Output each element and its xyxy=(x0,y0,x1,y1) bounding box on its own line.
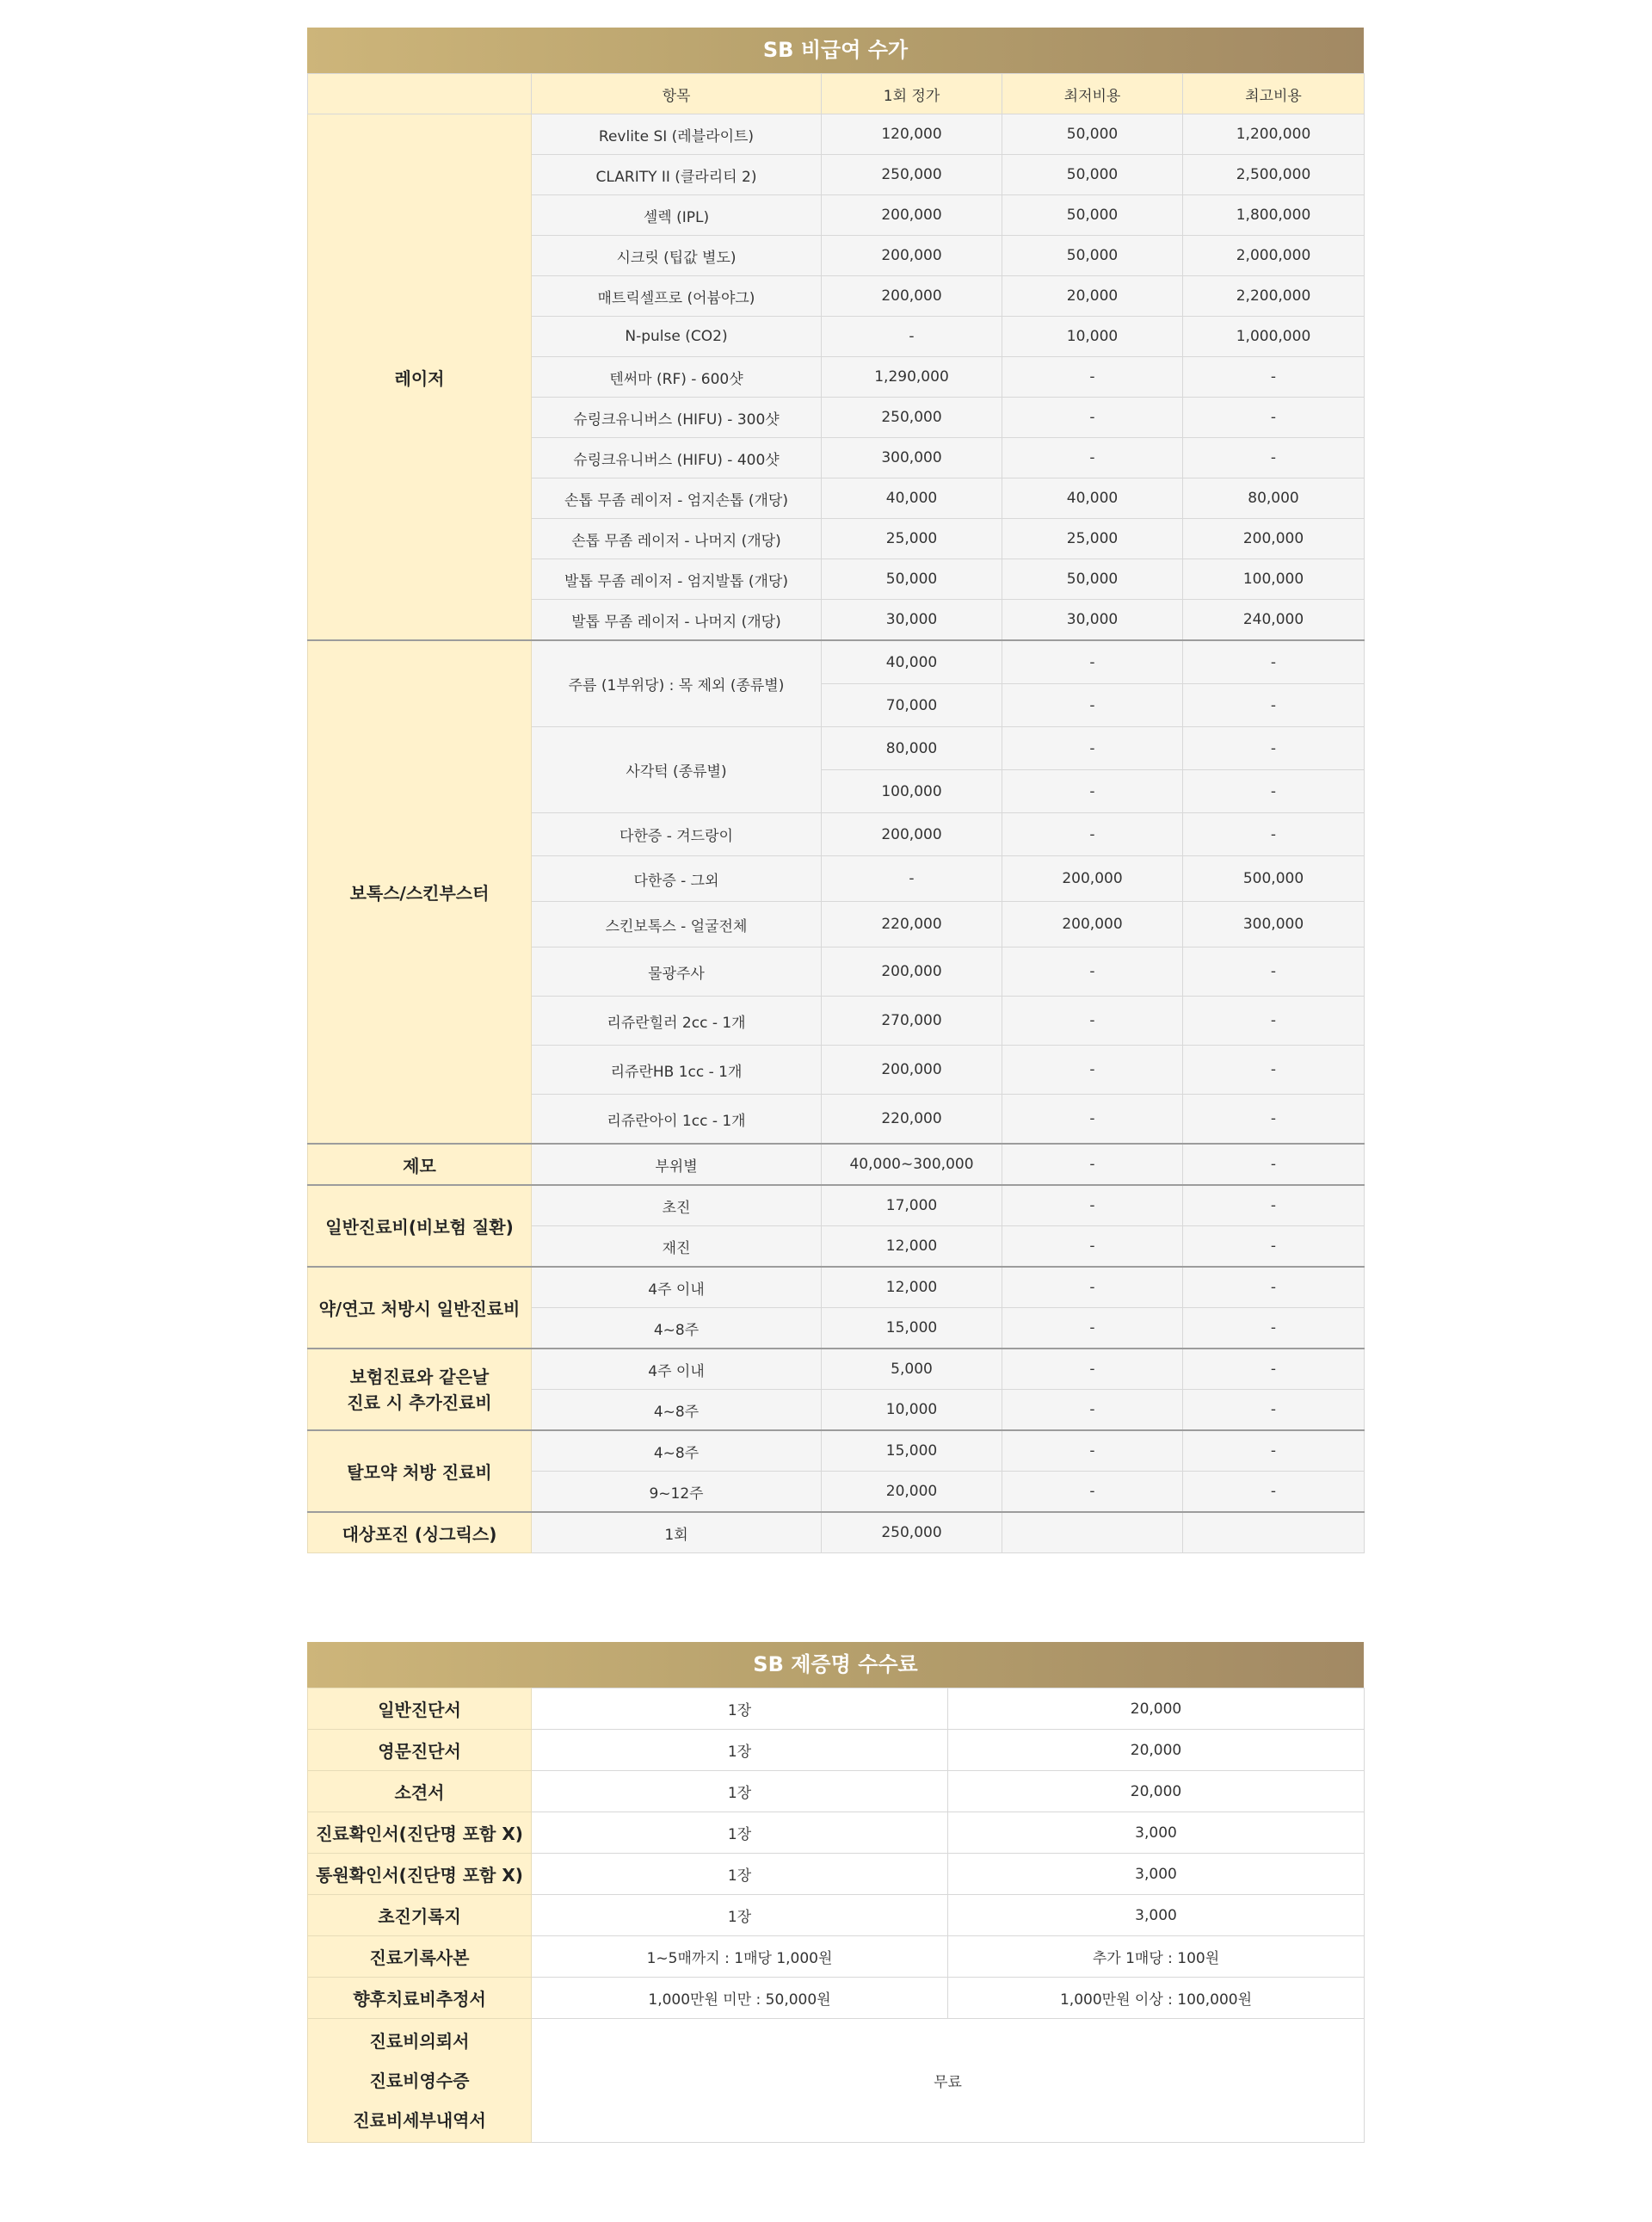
min-cell: - xyxy=(1002,727,1183,770)
item-cell: 리쥬란아이 1cc - 1개 xyxy=(532,1095,822,1145)
item-cell: 9~12주 xyxy=(532,1472,822,1513)
item-cell: 4주 이내 xyxy=(532,1349,822,1390)
doc-name-cell: 영문진단서 xyxy=(308,1730,532,1771)
min-cell: 200,000 xyxy=(1002,856,1183,902)
max-cell: - xyxy=(1183,1472,1365,1513)
min-cell: 50,000 xyxy=(1002,114,1183,155)
max-cell: 100,000 xyxy=(1183,559,1365,600)
price-cell: 220,000 xyxy=(822,902,1002,947)
category-cell xyxy=(308,1349,532,1430)
price-cell: 40,000 xyxy=(822,640,1002,684)
min-cell: 50,000 xyxy=(1002,155,1183,195)
min-cell: - xyxy=(1002,1390,1183,1431)
item-cell: 시크릿 (팁값 별도) xyxy=(532,236,822,276)
price-cell: 50,000 xyxy=(822,559,1002,600)
item-cell: 슈링크유니버스 (HIFU) - 400샷 xyxy=(532,438,822,478)
doc-name-cell: 진료기록사본 xyxy=(308,1936,532,1978)
table-row xyxy=(308,1349,1365,1390)
max-cell: 2,500,000 xyxy=(1183,155,1365,195)
item-cell: 발톱 무좀 레이저 - 나머지 (개당) xyxy=(532,600,822,641)
min-cell: - xyxy=(1002,997,1183,1046)
max-cell: - xyxy=(1183,997,1365,1046)
price-cell: 40,000~300,000 xyxy=(822,1144,1002,1185)
unit-cell: 1장 xyxy=(532,1730,948,1771)
price-cell: - xyxy=(822,317,1002,357)
min-cell: - xyxy=(1002,1267,1183,1308)
table-row xyxy=(308,1730,1365,1771)
unit-cell: 1장 xyxy=(532,1771,948,1812)
unit-cell: 1장 xyxy=(532,1854,948,1895)
min-cell: - xyxy=(1002,684,1183,727)
item-cell: 초진 xyxy=(532,1185,822,1226)
min-cell: - xyxy=(1002,1226,1183,1268)
item-cell: 사각턱 (종류별) xyxy=(532,727,822,813)
doc-name-cell: 소견서 xyxy=(308,1771,532,1812)
fee-cell: 3,000 xyxy=(948,1895,1365,1936)
max-cell: - xyxy=(1183,813,1365,856)
fee-cell: 3,000 xyxy=(948,1812,1365,1854)
fee-cell: 20,000 xyxy=(948,1771,1365,1812)
max-cell: 1,000,000 xyxy=(1183,317,1365,357)
min-cell: 40,000 xyxy=(1002,478,1183,519)
item-cell: 물광주사 xyxy=(532,947,822,997)
item-cell: 셀렉 (IPL) xyxy=(532,195,822,236)
price-cell: - xyxy=(822,856,1002,902)
fee-table xyxy=(307,73,1365,1553)
max-cell: - xyxy=(1183,1430,1365,1472)
max-cell: 2,200,000 xyxy=(1183,276,1365,317)
min-cell: 10,000 xyxy=(1002,317,1183,357)
max-cell: - xyxy=(1183,770,1365,813)
max-cell xyxy=(1183,1512,1365,1553)
cert-table xyxy=(307,1688,1365,2143)
min-cell: - xyxy=(1002,1046,1183,1095)
fee-table-header-row xyxy=(308,74,1365,114)
max-cell: - xyxy=(1183,947,1365,997)
item-cell: 리쥬란힐러 2cc - 1개 xyxy=(532,997,822,1046)
table-row xyxy=(308,1978,1365,2019)
min-cell: 50,000 xyxy=(1002,236,1183,276)
doc-name-cell: 초진기록지 xyxy=(308,1895,532,1936)
price-cell: 200,000 xyxy=(822,195,1002,236)
item-cell: 매트릭셀프로 (어븀야그) xyxy=(532,276,822,317)
item-cell: 4주 이내 xyxy=(532,1267,822,1308)
price-cell: 12,000 xyxy=(822,1226,1002,1268)
header-blank xyxy=(308,74,532,114)
category-line: 보험진료와 같은날 xyxy=(349,1366,490,1387)
price-cell: 40,000 xyxy=(822,478,1002,519)
max-cell: - xyxy=(1183,1185,1365,1226)
price-cell: 250,000 xyxy=(822,398,1002,438)
item-cell: 리쥬란HB 1cc - 1개 xyxy=(532,1046,822,1095)
fee-cell: 추가 1매당 : 100원 xyxy=(948,1936,1365,1978)
unit-cell: 1장 xyxy=(532,1895,948,1936)
min-cell: - xyxy=(1002,398,1183,438)
max-cell: - xyxy=(1183,684,1365,727)
max-cell: 500,000 xyxy=(1183,856,1365,902)
max-cell: 300,000 xyxy=(1183,902,1365,947)
header-max: 최고비용 xyxy=(1183,74,1365,114)
fee-cell: 1,000만원 이상 : 100,000원 xyxy=(948,1978,1365,2019)
unit-cell: 1~5매까지 : 1매당 1,000원 xyxy=(532,1936,948,1978)
max-cell: 1,800,000 xyxy=(1183,195,1365,236)
fee-table-body xyxy=(308,114,1365,1553)
price-cell: 200,000 xyxy=(822,813,1002,856)
table-row xyxy=(308,1936,1365,1978)
max-cell: 240,000 xyxy=(1183,600,1365,641)
min-cell: - xyxy=(1002,357,1183,398)
price-cell: 25,000 xyxy=(822,519,1002,559)
min-cell: - xyxy=(1002,640,1183,684)
fee-cell: 20,000 xyxy=(948,1730,1365,1771)
item-cell: 1회 xyxy=(532,1512,822,1553)
min-cell: - xyxy=(1002,770,1183,813)
max-cell: 80,000 xyxy=(1183,478,1365,519)
doc-name-cell: 통원확인서(진단명 포함 X) xyxy=(308,1854,532,1895)
min-cell: - xyxy=(1002,813,1183,856)
table-row xyxy=(308,114,1365,155)
doc-name-cell: 일반진단서 xyxy=(308,1688,532,1730)
table-row xyxy=(308,1144,1365,1185)
min-cell: - xyxy=(1002,1308,1183,1349)
fee-cell: 20,000 xyxy=(948,1688,1365,1730)
min-cell: - xyxy=(1002,1185,1183,1226)
item-cell: 재진 xyxy=(532,1226,822,1268)
category-cell: 보톡스/스킨부스터 xyxy=(308,640,532,1144)
header-min: 최저비용 xyxy=(1002,74,1183,114)
max-cell: - xyxy=(1183,1390,1365,1431)
min-cell: - xyxy=(1002,1430,1183,1472)
unit-cell: 1,000만원 미만 : 50,000원 xyxy=(532,1978,948,2019)
price-cell: 17,000 xyxy=(822,1185,1002,1226)
max-cell: - xyxy=(1183,1046,1365,1095)
min-cell: 50,000 xyxy=(1002,559,1183,600)
item-cell: 손톱 무좀 레이저 - 나머지 (개당) xyxy=(532,519,822,559)
cert-table-title: SB 제증명 수수료 xyxy=(307,1642,1364,1688)
free-doc-name: 진료비세부내역서 xyxy=(353,2109,486,2131)
table-row xyxy=(308,1185,1365,1226)
item-cell: 주름 (1부위당) : 목 제외 (종류별) xyxy=(532,640,822,727)
free-docs-cell xyxy=(308,2019,532,2143)
price-cell: 200,000 xyxy=(822,1046,1002,1095)
item-cell: 손톱 무좀 레이저 - 엄지손톱 (개당) xyxy=(532,478,822,519)
item-cell: 스킨보톡스 - 얼굴전체 xyxy=(532,902,822,947)
price-cell: 250,000 xyxy=(822,1512,1002,1553)
item-cell: 텐써마 (RF) - 600샷 xyxy=(532,357,822,398)
price-cell: 120,000 xyxy=(822,114,1002,155)
max-cell: - xyxy=(1183,727,1365,770)
max-cell: - xyxy=(1183,1144,1365,1185)
max-cell: - xyxy=(1183,1095,1365,1145)
category-cell: 대상포진 (싱그릭스) xyxy=(308,1512,532,1553)
fee-table-section xyxy=(307,28,1364,1553)
price-cell: 80,000 xyxy=(822,727,1002,770)
min-cell: - xyxy=(1002,947,1183,997)
category-cell: 탈모약 처방 진료비 xyxy=(308,1430,532,1512)
table-row xyxy=(308,1771,1365,1812)
item-cell: 다한증 - 그외 xyxy=(532,856,822,902)
fee-table-title: SB 비급여 수가 xyxy=(307,28,1364,73)
item-cell: 부위별 xyxy=(532,1144,822,1185)
price-cell: 20,000 xyxy=(822,1472,1002,1513)
item-cell: 4~8주 xyxy=(532,1390,822,1431)
item-cell: 슈링크유니버스 (HIFU) - 300샷 xyxy=(532,398,822,438)
cert-table-section xyxy=(307,1642,1364,2143)
price-cell: 70,000 xyxy=(822,684,1002,727)
min-cell: 30,000 xyxy=(1002,600,1183,641)
min-cell: - xyxy=(1002,438,1183,478)
price-cell: 200,000 xyxy=(822,276,1002,317)
price-cell: 5,000 xyxy=(822,1349,1002,1390)
price-cell: 15,000 xyxy=(822,1430,1002,1472)
table-row xyxy=(308,1512,1365,1553)
table-row xyxy=(308,1430,1365,1472)
category-cell: 제모 xyxy=(308,1144,532,1185)
min-cell: - xyxy=(1002,1095,1183,1145)
free-label-cell: 무료 xyxy=(532,2019,1365,2143)
table-row xyxy=(308,1854,1365,1895)
max-cell: - xyxy=(1183,1226,1365,1268)
price-cell: 15,000 xyxy=(822,1308,1002,1349)
item-cell: Revlite SI (레블라이트) xyxy=(532,114,822,155)
fee-cell: 3,000 xyxy=(948,1854,1365,1895)
price-cell: 1,290,000 xyxy=(822,357,1002,398)
table-row xyxy=(308,1688,1365,1730)
max-cell: - xyxy=(1183,438,1365,478)
price-cell: 30,000 xyxy=(822,600,1002,641)
min-cell: 50,000 xyxy=(1002,195,1183,236)
cert-table-body xyxy=(308,1688,1365,2143)
min-cell: - xyxy=(1002,1472,1183,1513)
item-cell: 발톱 무좀 레이저 - 엄지발톱 (개당) xyxy=(532,559,822,600)
item-cell: N-pulse (CO2) xyxy=(532,317,822,357)
doc-name-cell: 향후치료비추정서 xyxy=(308,1978,532,2019)
free-doc-name: 진료비영수증 xyxy=(369,2070,470,2091)
table-row xyxy=(308,1267,1365,1308)
price-cell: 12,000 xyxy=(822,1267,1002,1308)
item-cell: CLARITY II (클라리티 2) xyxy=(532,155,822,195)
max-cell: - xyxy=(1183,357,1365,398)
category-line: 진료 시 추가진료비 xyxy=(347,1392,492,1413)
min-cell xyxy=(1002,1512,1183,1553)
category-cell: 약/연고 처방시 일반진료비 xyxy=(308,1267,532,1349)
unit-cell: 1장 xyxy=(532,1688,948,1730)
free-doc-name: 진료비의뢰서 xyxy=(369,2030,470,2052)
max-cell: 2,000,000 xyxy=(1183,236,1365,276)
min-cell: 20,000 xyxy=(1002,276,1183,317)
price-cell: 100,000 xyxy=(822,770,1002,813)
price-cell: 10,000 xyxy=(822,1390,1002,1431)
price-cell: 200,000 xyxy=(822,947,1002,997)
table-row xyxy=(308,1895,1365,1936)
max-cell: - xyxy=(1183,1267,1365,1308)
unit-cell: 1장 xyxy=(532,1812,948,1854)
table-row xyxy=(308,1812,1365,1854)
price-cell: 200,000 xyxy=(822,236,1002,276)
doc-name-cell: 진료확인서(진단명 포함 X) xyxy=(308,1812,532,1854)
max-cell: - xyxy=(1183,640,1365,684)
price-cell: 270,000 xyxy=(822,997,1002,1046)
table-row xyxy=(308,640,1365,684)
item-cell: 4~8주 xyxy=(532,1430,822,1472)
max-cell: - xyxy=(1183,1308,1365,1349)
price-cell: 300,000 xyxy=(822,438,1002,478)
min-cell: 200,000 xyxy=(1002,902,1183,947)
item-cell: 다한증 - 겨드랑이 xyxy=(532,813,822,856)
header-price: 1회 정가 xyxy=(822,74,1002,114)
min-cell: - xyxy=(1002,1144,1183,1185)
price-cell: 220,000 xyxy=(822,1095,1002,1145)
category-cell: 일반진료비(비보험 질환) xyxy=(308,1185,532,1267)
max-cell: 200,000 xyxy=(1183,519,1365,559)
min-cell: 25,000 xyxy=(1002,519,1183,559)
max-cell: 1,200,000 xyxy=(1183,114,1365,155)
item-cell: 4~8주 xyxy=(532,1308,822,1349)
header-item: 항목 xyxy=(532,74,822,114)
max-cell: - xyxy=(1183,398,1365,438)
max-cell: - xyxy=(1183,1349,1365,1390)
category-cell: 레이저 xyxy=(308,114,532,641)
min-cell: - xyxy=(1002,1349,1183,1390)
free-docs-row xyxy=(308,2019,1365,2143)
price-cell: 250,000 xyxy=(822,155,1002,195)
